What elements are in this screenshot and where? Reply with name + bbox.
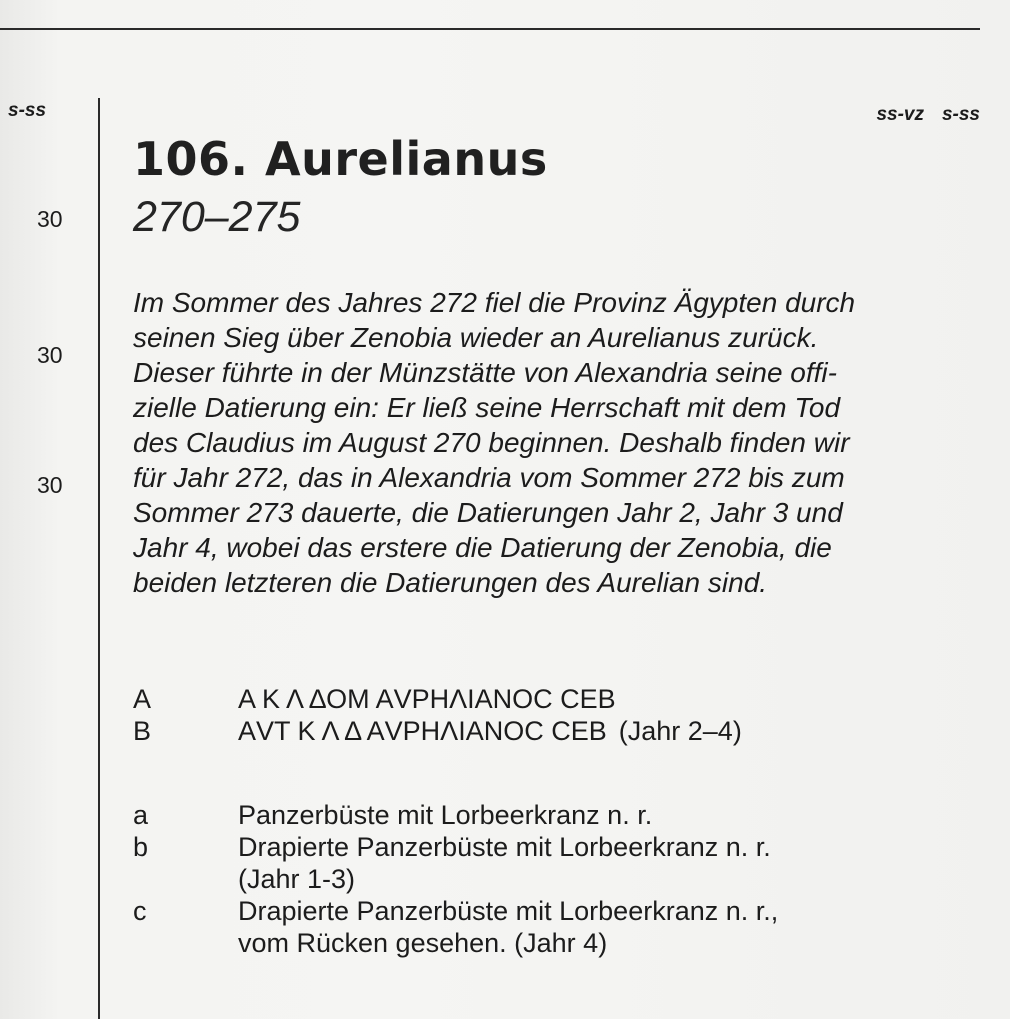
legend-key: B — [133, 716, 152, 746]
bust-text: Drapierte Panzerbüste mit Lorbeerkranz n. r., — [238, 896, 779, 926]
intro-line: beiden letzteren die Datierungen des Aurelian sind. — [133, 567, 768, 598]
intro-line: Dieser führte in der Münzstätte von Alexandria seine offi- — [133, 357, 837, 388]
grade-left: s-ss — [8, 100, 47, 121]
bust-key: a — [133, 800, 149, 830]
legend-text: Α Κ Λ ΔΟΜ ΑVΡΗΛΙΑΝΟC CΕΒ — [238, 684, 616, 714]
bust-text: vom Rücken gesehen. (Jahr 4) — [238, 928, 608, 958]
intro-line: für Jahr 272, das in Alexandria vom Sommer 272 bis zum — [133, 462, 845, 493]
bust-row — [133, 831, 993, 895]
bust-key: b — [133, 832, 149, 862]
intro-line: seinen Sieg über Zenobia wieder an Aurelianus zurück. — [133, 322, 819, 353]
legend-row — [133, 683, 993, 715]
intro-line: zielle Datierung ein: Er ließ seine Herrschaft mit dem Tod — [133, 392, 841, 423]
grade-right — [876, 104, 980, 126]
obverse-legends — [133, 683, 993, 747]
bust-row — [133, 895, 993, 959]
legend-row — [133, 715, 993, 747]
price-2: 30 — [37, 342, 63, 368]
bust-types — [133, 799, 993, 959]
intro-line: des Claudius im August 270 beginnen. Deshalb finden wir — [133, 427, 850, 458]
intro-paragraph — [133, 285, 993, 600]
reign-years: 270–275 — [133, 193, 301, 241]
price-3: 30 — [37, 472, 63, 498]
bust-row — [133, 799, 993, 831]
intro-line: Im Sommer des Jahres 272 fiel die Provinz Ägypten durch — [133, 287, 856, 318]
price-1: 30 — [37, 206, 63, 232]
top-rule — [0, 28, 980, 30]
bust-text: (Jahr 1-3) — [238, 864, 356, 894]
bust-key: c — [133, 896, 147, 926]
intro-line: Sommer 273 dauerte, die Datierungen Jahr 2, Jahr 3 und — [133, 497, 843, 528]
legend-text: ΑVΤ Κ Λ Δ ΑVΡΗΛΙΑΝΟC CΕΒ — [238, 716, 607, 746]
entry-title: 106. Aurelianus — [133, 132, 548, 186]
bust-text: Drapierte Panzerbüste mit Lorbeerkranz n. r. — [238, 832, 771, 862]
bust-text: Panzerbüste mit Lorbeerkranz n. r. — [238, 800, 653, 830]
intro-line: Jahr 4, wobei das erstere die Datierung der Zenobia, die — [133, 532, 832, 563]
grade-right-2: s-ss — [941, 104, 980, 125]
grade-right-1: ss-vz — [876, 104, 924, 125]
margin-divider — [98, 98, 100, 1019]
legend-key: A — [133, 684, 152, 714]
legend-note: (Jahr 2–4) — [618, 716, 742, 746]
